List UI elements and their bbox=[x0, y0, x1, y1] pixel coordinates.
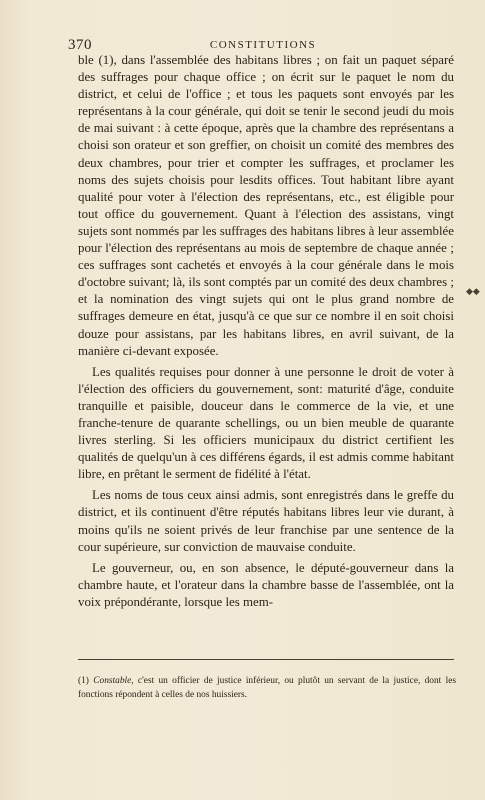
running-title: CONSTITUTIONS bbox=[209, 39, 317, 51]
margin-ornament: ◆◆ bbox=[466, 286, 480, 296]
paragraph-3: Les noms de tous ceux ainsi admis, sont enregistrés dans le greffe du district, et ils continuent d'être réputés habitans libres leur vie durant, à moins qu'ils ne soient privés de leur franchise par une sentence de la cour supérieure, sur conviction de mauvaise conduite. bbox=[78, 488, 454, 554]
page-header bbox=[68, 37, 458, 53]
paragraph-1: ble (1), dans l'assemblée des habitans libres ; on fait un paquet séparé des suffrages pour chaque office ; on écrit sur le paquet le nom du district, et celui de l'office ; et tous les paquets sont envoyés par les représentans à la cour générale, qui doit se tenir le second jeudi du mois de mai suivant : à cette époque, après que la chambre des représentans a choisi son orateur et son greffier, on choisit un comité des membres des deux chambres, pour trier et compter les suffrages, et proclamer les noms des sujets choisis pour lesdits offices. Tout habitant libre ayant qualité pour voter à l'élection des représentans, etc., est éligible pour tout office du gouvernement. Quant à l'élection des assistans, vingt sujets sont nommés par les suffrages des habitans libres à leur assemblée pour l'élection des représentans au mois de septembre de chaque année ; ces suffrages sont cachetés et envoyés à la cour générale dans le mois d'octobre suivant; là, ils sont comptés par un comité des deux chambres ; et la nomination des vingt sujets qui ont le plus grand nombre de suffrages demeure en état, jusqu'à ce que sur ce nombre il en soit choisi douze pour assistans, par les habitans libres, en avril suivant, de la manière ci-devant exposée. bbox=[78, 53, 454, 358]
paragraph-2: Les qualités requises pour donner à une personne le droit de voter à l'élection des officiers du gouvernement, sont: maturité d'âge, conduite tranquille et paisible, douceur dans le commerce de la vie, et une franche-tenure de quarante schellings, ou un bien meuble de quarante livres sterling. Si les officiers municipaux du district certifient les qualités de quelqu'un à ces différens égards, il est admis comme habitant libre, en prêtant le serment de fidélité à l'état. bbox=[78, 364, 454, 482]
page-number: 370 bbox=[68, 37, 92, 53]
paragraph-4: Le gouverneur, ou, en son absence, le député-gouverneur dans la chambre haute, et l'orateur dans la chambre basse de l'assemblée, ont la voix prépondérante, lorsque les mem- bbox=[78, 560, 454, 609]
body-text bbox=[78, 52, 454, 611]
footnote-marker: (1) bbox=[78, 676, 89, 686]
footnote-term: Constable bbox=[93, 676, 132, 686]
footnote-rule bbox=[78, 659, 454, 660]
footnote bbox=[78, 675, 456, 702]
footnote-text: , c'est un officier de justice inférieur, ou plutôt un servant de la justice, dont les fonctions répondent à celles de nos huissiers. bbox=[78, 676, 457, 700]
